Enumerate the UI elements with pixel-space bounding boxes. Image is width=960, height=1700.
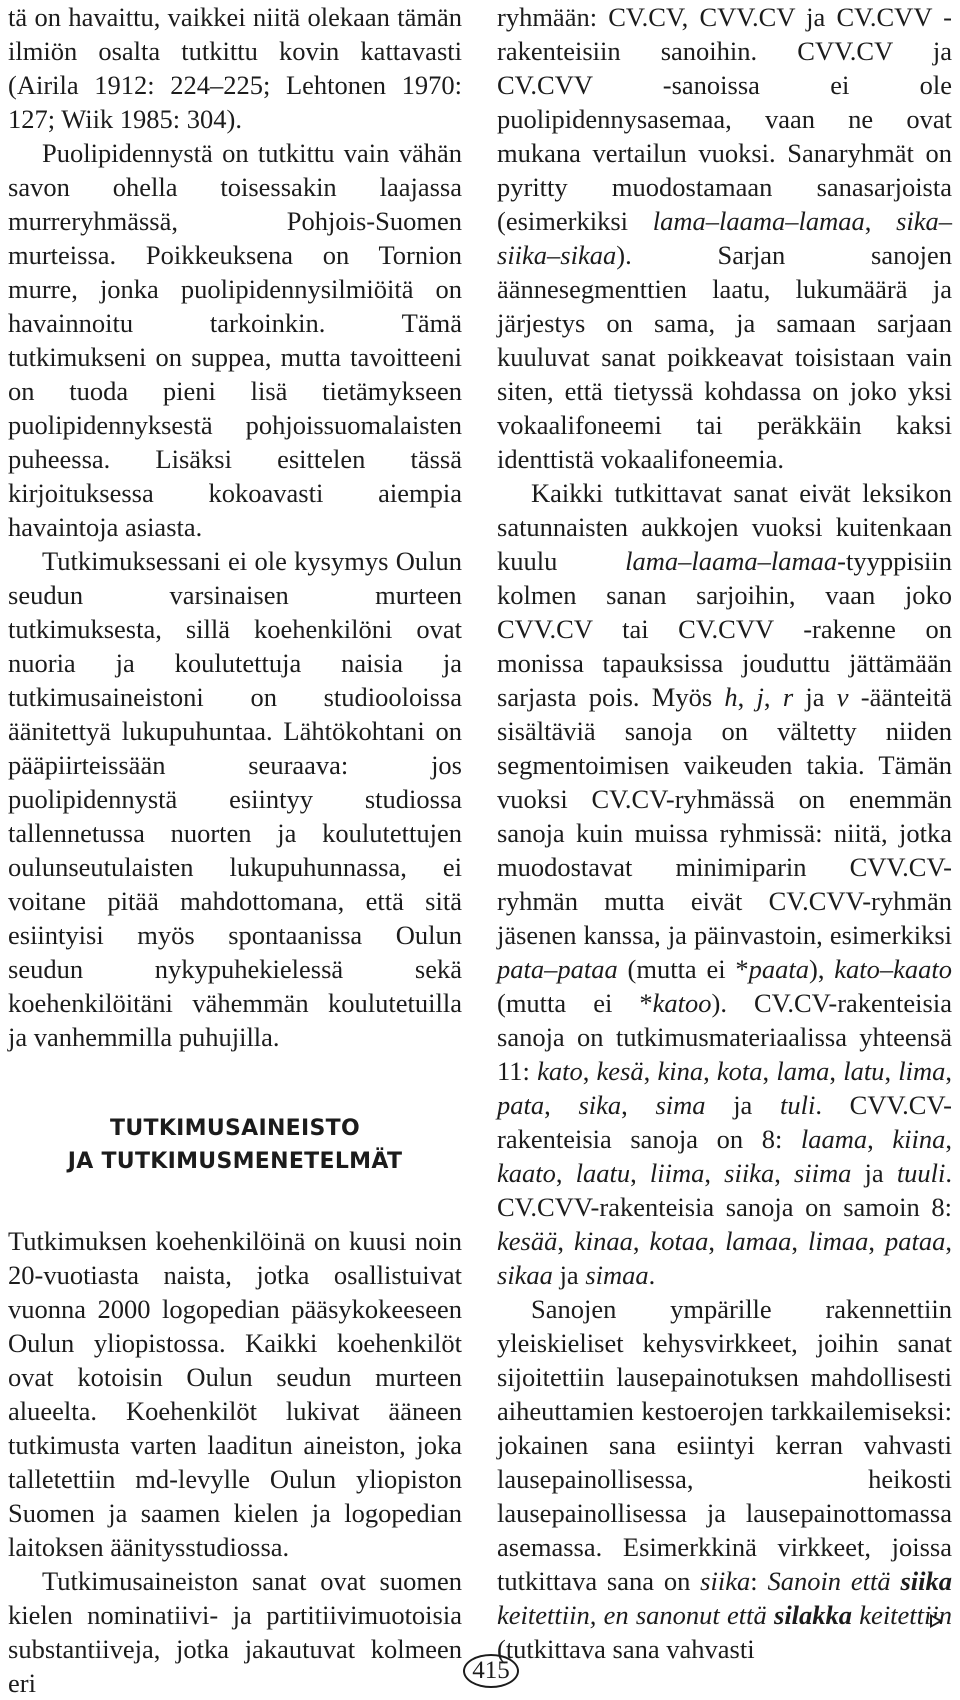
- text-run: ,: [621, 1090, 656, 1120]
- text-run: ja: [793, 682, 837, 712]
- italic-run: lamaa: [725, 1226, 792, 1256]
- italic-run: latu: [843, 1056, 885, 1086]
- italic-run: kesä: [596, 1056, 644, 1086]
- italic-run: kota: [716, 1056, 763, 1086]
- continue-arrow-icon: [930, 1614, 943, 1628]
- text-run: ,: [557, 1226, 574, 1256]
- text-run: ,: [762, 1056, 777, 1086]
- italic-run: kina: [657, 1056, 704, 1086]
- section-heading: [8, 1112, 462, 1178]
- paragraph: Tutkimuksen koehenkilöinä on kuusi noin 20-vuotiasta naista, jotka osallistuivat vuonna 2000 logopedian pääsykokeeseen Oulun yliopistossa. Kaikki koehenkilöt ovat kotoisin Oulun seudun murteen alueelta. Koehenkilöt lukivat ääneen tutkimusta varten laaditun aineiston, joka talletettiin md-levylle Oulun yliopiston Suomen ja saamen kielen ja logopedian laitoksen äänitysstudiossa.: [8, 1226, 462, 1562]
- italic-run: liima: [649, 1158, 705, 1188]
- italic-run: pataa: [885, 1226, 946, 1256]
- paragraph: [497, 476, 952, 1292]
- italic-run: silakka: [774, 1600, 853, 1630]
- text-run: (mutta ei *: [497, 988, 653, 1018]
- italic-run: laama: [800, 1124, 868, 1154]
- paragraph: [497, 1292, 952, 1666]
- italic-run: kiina: [892, 1124, 946, 1154]
- text-run: ). CV.CV-rakenteisia sanoja on tutkimusmateriaalissa yhteensä 11:: [497, 988, 952, 1086]
- italic-run: siima: [793, 1158, 852, 1188]
- italic-run: sikaa: [497, 1260, 553, 1290]
- text-run: .: [648, 1260, 656, 1290]
- text-run: (tutkittava sana vahvasti: [497, 1634, 755, 1664]
- italic-run: pata: [497, 1090, 545, 1120]
- text-run: ,: [864, 206, 897, 236]
- italic-run: kinaa: [574, 1226, 633, 1256]
- italic-run: kesää: [497, 1226, 558, 1256]
- italic-run: siika: [900, 1566, 952, 1596]
- italic-run: keitettiin: [852, 1600, 953, 1630]
- text-run: ,: [829, 1056, 844, 1086]
- text-run: ,: [704, 1158, 725, 1188]
- left-column: [8, 0, 462, 1700]
- paragraph: tä on havaittu, vaikkei niitä olekaan tämän ilmiön osalta tutkittu kovin kattavasti (Airila 1912: 224–225; Lehtonen 1970: 127; Wiik 1985: 304).: [8, 2, 462, 134]
- section-heading-line: TUTKIMUSAINEISTO: [110, 1116, 360, 1141]
- text-run: ryhmään: CV.CV, CVV.CV ja CV.CVV -rakenteisiin sanoihin. CVV.CV ja CV.CVV -sanoissa ei ole puolipidennysasemaa, vaan ne ovat mukana vertailun vuoksi. Sanaryhmät on pyritty muodostamaan sanasarjoista (esimerkiksi: [497, 2, 952, 236]
- text-run: ,: [945, 1226, 952, 1256]
- text-run: ,: [867, 1124, 893, 1154]
- italic-run: kato–kaato: [834, 954, 952, 984]
- italic-run: tuuli: [896, 1158, 946, 1188]
- text-run: ja: [851, 1158, 897, 1188]
- section-heading-line: JA TUTKIMUSMENETELMÄT: [67, 1149, 403, 1174]
- paragraph: Tutkimusaineiston sanat ovat suomen kielen nominatiivi- ja partitiivimuotoisia substantiiveja, jotka jakautuvat kolmeen eri: [8, 1566, 462, 1698]
- italic-run: paata: [748, 954, 810, 984]
- italic-run: kotaa: [649, 1226, 709, 1256]
- text-run: ),: [809, 954, 835, 984]
- italic-run: kato: [537, 1056, 583, 1086]
- italic-run: pata–pataa: [497, 954, 618, 984]
- text-run: ,: [763, 682, 783, 712]
- text-run: :: [750, 1566, 768, 1596]
- text-run: ja: [552, 1260, 586, 1290]
- paragraph: [497, 0, 952, 476]
- italic-run: j: [756, 682, 764, 712]
- italic-run: sika–siika–sikaa: [497, 206, 952, 270]
- italic-run: keitettiin, en sanonut että: [497, 1600, 774, 1630]
- text-run: ,: [945, 1056, 953, 1086]
- text-run: ,: [582, 1056, 597, 1086]
- text-run: ,: [555, 1158, 576, 1188]
- text-run: ,: [632, 1226, 650, 1256]
- italic-run: sika: [578, 1090, 622, 1120]
- paragraph: Puolipidennystä on tutkittu vain vähän savon ohella toisessakin laajassa murreryhmässä, Pohjois-Suomen murteissa. Poikkeuksena on Tornion murre, jonka puolipidennysilmiöitä on havainnoitu tarkoinkin. Tämä tutkimukseni on suppea, mutta tavoitteeni on tuoda pieni lisä tietämykseen puolipidennyksestä pohjoissuomalaisten puheessa. Lisäksi esittelen tässä kirjoituksessa kokoavasti aiempia havaintoja asiasta.: [8, 138, 462, 542]
- italic-run: siika: [700, 1566, 751, 1596]
- text-run: ja: [705, 1090, 780, 1120]
- italic-run: Sanoin että: [767, 1566, 901, 1596]
- italic-run: katoo: [652, 988, 712, 1018]
- text-run: -äänteitä sisältäviä sanoja on vältetty niiden segmentoimisen vaikeuden takia. Tämän vuoksi CV.CV-ryhmässä on enemmän sanoja kuin muissa ryhmissä: niitä, jotka muodostavat minimiparin CVV.CV-ryhmän mutta eivät CV.CVV-ryhmän jäsenen kanssa, ja päinvastoin, esimerkiksi: [497, 682, 953, 950]
- text-run: ,: [868, 1226, 885, 1256]
- text-run: ,: [791, 1226, 808, 1256]
- paragraph: Tutkimuksessani ei ole kysymys Oulun seudun varsinaisen murteen tutkimuksesta, sillä koehenkilöni ovat nuoria ja koulutettuja naisia ja tutkimusaineistoni on studiooloissa äänitettyä lukupuhuntaa. Lähtökohtani on pääpiirteissään seuraava: jos puolipidennystä esiintyy studiossa tallennetussa nuorten ja koulutettujen oulunseutulaisten lukupuhunnassa, ei voitane pitää mahdottomana, että sitä esiintyisi myös spontaanissa Oulun seudun nykypuhekielessä sekä koehenkilöitäni vähemmän koulutetuilla ja vanhemmilla puhujilla.: [8, 546, 462, 1052]
- italic-run: lima: [898, 1056, 946, 1086]
- text-run: ,: [630, 1158, 650, 1188]
- text-run: ,: [737, 682, 757, 712]
- italic-run: lama–laama–lamaa: [625, 546, 838, 576]
- text-run: ,: [708, 1226, 726, 1256]
- text-run: ,: [884, 1056, 899, 1086]
- italic-run: simaa: [585, 1260, 649, 1290]
- text-run: ,: [544, 1090, 579, 1120]
- italic-run: lama–laama–lamaa: [652, 206, 865, 236]
- right-column: [497, 0, 952, 1666]
- italic-run: siika: [724, 1158, 775, 1188]
- italic-run: laatu: [575, 1158, 631, 1188]
- text-run: . CVV.CV-rakenteisia sanoja on 8:: [497, 1090, 953, 1154]
- text-run: -tyyppisiin kolmen sanan sarjoihin, vaan joko CVV.CV tai CV.CVV -rakenne on monissa tapauksissa jouduttu jättämään sarjasta pois. Myös: [497, 546, 952, 712]
- italic-run: r: [782, 682, 794, 712]
- text-run: Sanojen ympärille rakennettiin yleiskieliset kehysvirkkeet, joihin sanat sijoitettiin lausepainotuksen mahdollisesti aiheuttamien kestoerojen tarkkailemiseksi: jokainen sana esiintyi kerran vahvasti lausepainollisessa, heikosti lausepainollisessa ja lausepainottomassa asemassa. Esimerkkinä virkkeet, joissa tutkittava sana on: [497, 1294, 952, 1596]
- italic-run: sima: [655, 1090, 706, 1120]
- text-run: ,: [774, 1158, 794, 1188]
- text-run: ,: [703, 1056, 717, 1086]
- text-run: . CV.CVV-rakenteisia sanoja on samoin 8:: [497, 1158, 953, 1222]
- text-run: ,: [945, 1124, 953, 1154]
- italic-run: lama: [776, 1056, 830, 1086]
- text-run: (mutta ei *: [617, 954, 749, 984]
- page-number: 415: [463, 1654, 519, 1688]
- text-run: ,: [643, 1056, 658, 1086]
- italic-run: h: [724, 682, 738, 712]
- italic-run: limaa: [807, 1226, 869, 1256]
- italic-run: kaato: [497, 1158, 556, 1188]
- italic-run: tuli: [780, 1090, 816, 1120]
- text-run: ). Sarjan sanojen äännesegmenttien laatu, lukumäärä ja järjestys on sama, ja samaan sarjaan kuuluvat sanat poikkeavat toisistaan vain siten, että tietyssä kohdassa on joko yksi vokaalifoneemi tai peräkkäin kaksi identtistä vokaalifoneemia.: [497, 240, 952, 474]
- italic-run: v: [836, 682, 849, 712]
- text-run: Kaikki tutkittavat sanat eivät leksikon satunnaisten aukkojen vuoksi kuitenkaan kuulu: [497, 478, 952, 576]
